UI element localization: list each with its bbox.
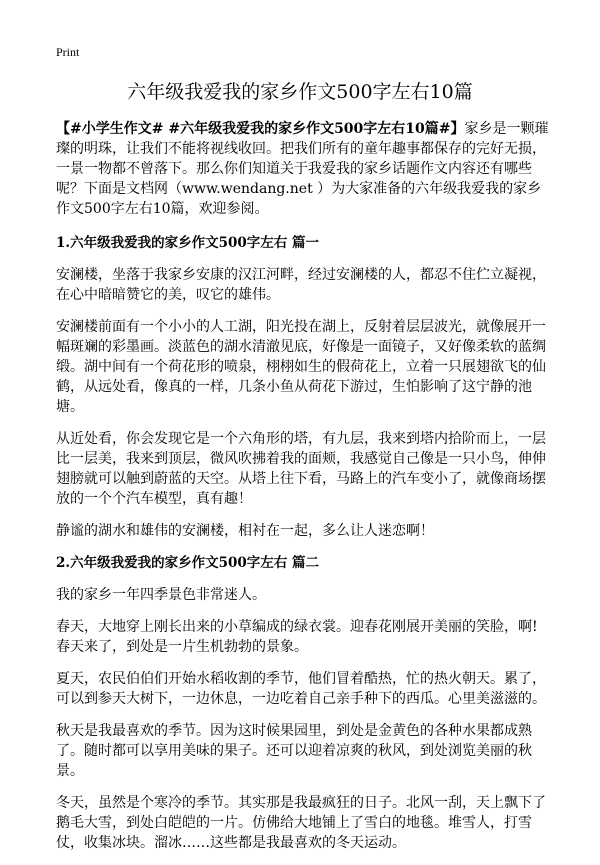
- section-2-paragraph: 秋天是我最喜欢的季节。因为这时候果园里，到处是金黄色的各种水果都成熟了。随时都可以享用美味的果子。还可以迎着凉爽的秋风，到处浏览美丽的秋景。: [56, 723, 532, 779]
- section-heading-1: 1.六年级我爱我的家乡作文500字左右 篇一: [56, 235, 319, 251]
- section-2-paragraph: 夏天，农民伯伯们开始水稻收割的季节，他们冒着酷热，忙的热火朝天。累了，可以到参天大树下，一边休息，一边吃着自己亲手种下的西瓜。心里美滋滋的。: [56, 671, 546, 707]
- intro-text: 家乡是一颗璀璨的明珠，让我们不能将视线收回。把我们所有的童年趣事都保存的完好无损，一景一物都不曾落下。那么你们知道关于我爱我的家乡话题作文内容还有哪些呢？下面是文档网（www.wendang.net ）为大家准备的六年级我爱我的家乡作文500字左右10篇，欢迎参阅。: [56, 121, 549, 217]
- section-2-paragraph: 春天，大地穿上刚长出来的小草编成的绿衣裳。迎春花刚展开美丽的笑脸，啊!春天来了，到处是一片生机勃勃的景象。: [56, 619, 538, 655]
- intro-paragraph: [56, 119, 550, 219]
- intro-tags: 【#小学生作文# #六年级我爱我的家乡作文500字左右10篇#】: [56, 121, 465, 137]
- print-label: Print: [56, 45, 80, 59]
- section-2-paragraph: 冬天，虽然是个寒冷的季节。其实那是我最疯狂的日子。北风一刮，天上飘下了鹅毛大雪，到处白皑皑的一片。仿佛给大地铺上了雪白的地毯。堆雪人，打雪仗，收集冰块。溜冰……这些都是我最喜欢的冬天运动。: [56, 795, 546, 851]
- section-2-paragraph: 我的家乡一年四季景色非常迷人。: [56, 587, 266, 603]
- section-heading-2: 2.六年级我爱我的家乡作文500字左右 篇二: [56, 555, 319, 571]
- article-body: [56, 119, 550, 865]
- section-1-paragraph: 从近处看，你会发现它是一个六角形的塔，有九层，我来到塔内拾阶而上，一层比一层美，我来到顶层，微风吹拂着我的面颊，我感觉自己像是一只小鸟，伸伸翅膀就可以触到蔚蓝的天空。从塔上往下看，马路上的汽车变小了，就像商场摆放的一个个汽车模型，真有趣！: [56, 431, 546, 507]
- page-title: 六年级我爱我的家乡作文500字左右10篇: [127, 81, 473, 103]
- section-1-paragraph: 静谧的湖水和雄伟的安澜楼，相衬在一起，多么让人迷恋啊！: [56, 523, 434, 539]
- section-1-paragraph: 安澜楼，坐落于我家乡安康的汉江河畔，经过安澜楼的人，都忍不住伫立凝视，在心中暗暗赞它的美，叹它的雄伟。: [56, 267, 546, 303]
- section-1-paragraph: 安澜楼前面有一个小小的人工湖，阳光投在湖上，反射着层层波光，就像展开一幅斑斓的彩墨画。淡蓝色的湖水清澈见底，好像是一面镜子，又好像柔软的蓝绸缎。湖中间有一个荷花形的喷泉，栩栩如生的假荷花上，立着一只展翅欲飞的仙鹤，从远处看，像真的一样，几条小鱼从荷花下游过，生怕影响了这宁静的池塘。: [56, 319, 546, 415]
